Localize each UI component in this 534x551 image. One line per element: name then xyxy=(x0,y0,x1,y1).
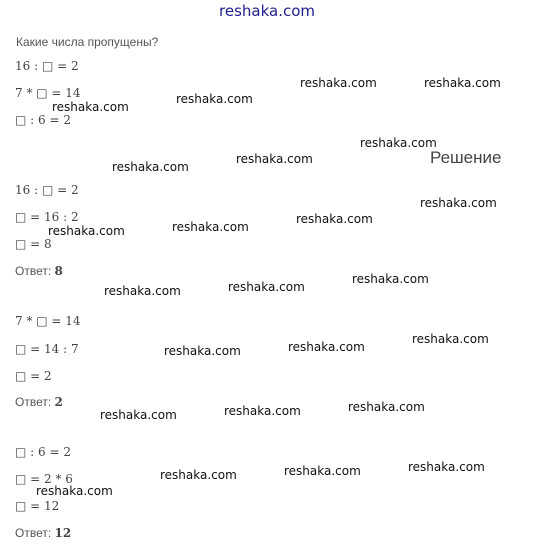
watermark: reshaka.com xyxy=(112,160,189,174)
watermark: reshaka.com xyxy=(360,136,437,150)
solution-1-line-1: 16 : □ = 2 xyxy=(15,183,79,197)
watermark: reshaka.com xyxy=(296,212,373,226)
solution-3-line-1: □ : 6 = 2 xyxy=(15,445,71,459)
solution-2-line-1: 7 * □ = 14 xyxy=(15,314,81,328)
solution-2-line-3: □ = 2 xyxy=(15,369,52,383)
watermark: reshaka.com xyxy=(104,284,181,298)
question-text: Какие числа пропущены? xyxy=(16,35,159,49)
answer-1-label: Ответ: xyxy=(15,264,52,278)
watermark: reshaka.com xyxy=(176,92,253,106)
watermark: reshaka.com xyxy=(284,464,361,478)
watermark: reshaka.com xyxy=(408,460,485,474)
task-line-2: 7 * □ = 14 xyxy=(15,86,81,100)
watermark: reshaka.com xyxy=(164,344,241,358)
watermark: reshaka.com xyxy=(300,76,377,90)
watermark: reshaka.com xyxy=(52,100,129,114)
watermark: reshaka.com xyxy=(48,224,125,238)
task-line-3: □ : 6 = 2 xyxy=(15,113,71,127)
watermark: reshaka.com xyxy=(420,196,497,210)
answer-1 xyxy=(15,264,63,278)
solution-2-line-2: □ = 14 : 7 xyxy=(15,342,79,356)
site-title[interactable]: reshaka.com xyxy=(219,2,315,20)
watermark: reshaka.com xyxy=(424,76,501,90)
answer-2-label: Ответ: xyxy=(15,395,52,409)
answer-3-label: Ответ: xyxy=(15,526,52,540)
watermark: reshaka.com xyxy=(172,220,249,234)
watermark: reshaka.com xyxy=(352,272,429,286)
solution-3-line-3: □ = 12 xyxy=(15,499,60,513)
solution-heading: Решение xyxy=(430,148,502,167)
watermark: reshaka.com xyxy=(288,340,365,354)
watermark: reshaka.com xyxy=(36,484,113,498)
answer-2 xyxy=(15,395,63,409)
watermark: reshaka.com xyxy=(160,468,237,482)
watermark: reshaka.com xyxy=(100,408,177,422)
task-line-1: 16 : □ = 2 xyxy=(15,59,79,73)
answer-1-value: 8 xyxy=(54,264,63,278)
answer-3 xyxy=(15,526,71,540)
watermark: reshaka.com xyxy=(224,404,301,418)
watermark: reshaka.com xyxy=(228,280,305,294)
watermark: reshaka.com xyxy=(236,152,313,166)
answer-2-value: 2 xyxy=(54,395,63,409)
watermark: reshaka.com xyxy=(412,332,489,346)
solution-1-line-2: □ = 16 : 2 xyxy=(15,210,79,224)
solution-1-line-3: □ = 8 xyxy=(15,237,52,251)
answer-3-value: 12 xyxy=(54,526,72,540)
watermark: reshaka.com xyxy=(348,400,425,414)
solution-3-line-2: □ = 2 * 6 xyxy=(15,472,73,486)
